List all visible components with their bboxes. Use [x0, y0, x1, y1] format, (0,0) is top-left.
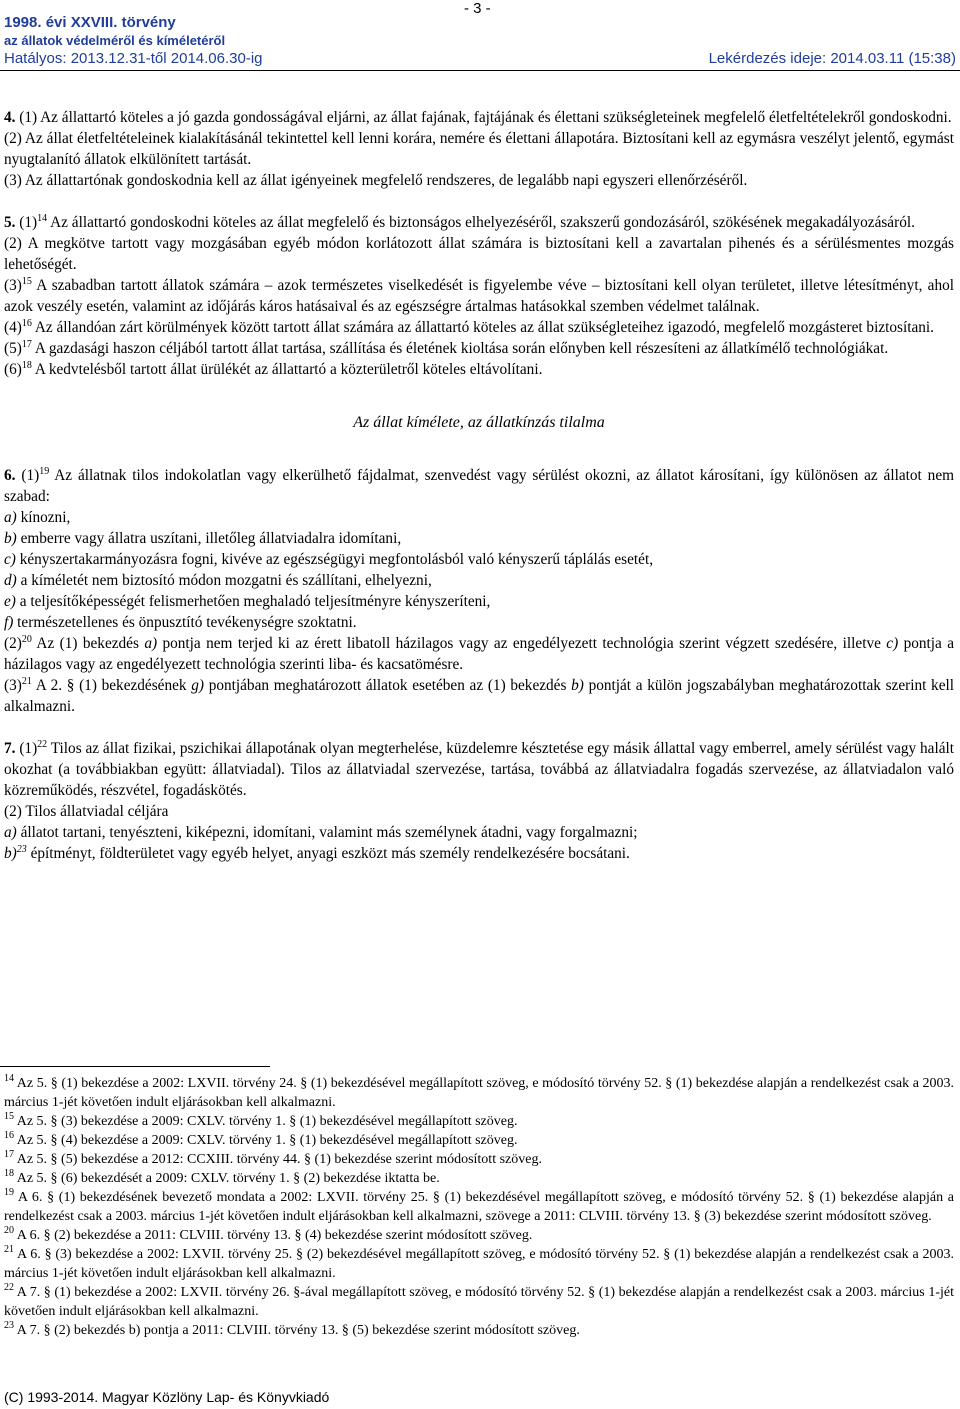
- footnote: [4, 1283, 954, 1321]
- section-5-para-3: [4, 275, 954, 317]
- footnote-number: 19: [4, 1187, 14, 1198]
- footnote: [4, 1188, 954, 1226]
- section-7-para-1: [4, 738, 954, 801]
- footnote-number: 17: [4, 1149, 14, 1160]
- item-text: a teljesítőképességét felismerhetően meghaladó teljesítményre kényszeríteni,: [15, 593, 491, 610]
- item-letter: a): [4, 824, 17, 841]
- footnote: [4, 1245, 954, 1283]
- para-text: A kedvtelésből tartott állat ürülékét az állattartó a közterületről köteles eltávolítani.: [31, 361, 543, 378]
- footnote: [4, 1150, 954, 1169]
- footnote-text: Az 5. § (3) bekezdése a 2009: CXLV. törvény 1. § (1) bekezdésével megállapított szöveg.: [14, 1114, 518, 1129]
- footnote-ref[interactable]: 23: [16, 844, 27, 855]
- para-text: A gazdasági haszon céljából tartott állat tartása, szállítása és életének kioltása során előnyben kell részesíteni az állatkímélő technológiákat.: [31, 340, 889, 357]
- footnote-number: 22: [4, 1282, 14, 1293]
- footnote-number: 23: [4, 1320, 14, 1331]
- para-text: pontja a házilagos vagy az engedélyezett technológia szerinti liba- és kacsatömésre.: [4, 635, 954, 673]
- item-text: kínozni,: [16, 509, 71, 526]
- point-ref: g): [191, 677, 204, 694]
- section-number: 7.: [4, 740, 20, 757]
- footnote: [4, 1226, 954, 1245]
- footnotes: [4, 1074, 954, 1340]
- item-letter: f): [4, 614, 14, 631]
- section-number: 4.: [4, 109, 20, 126]
- footnote: [4, 1112, 954, 1131]
- footnote-text: A 6. § (3) bekezdése a 2002: LXVII. törvény 25. § (2) bekezdésével megállapított szöveg, e módosító törvény 52. § (1) bekezdése alapján a rendelkezést csak a 2003. március 1-jét követően indult eljárásokban kell alkalmazni.: [4, 1247, 954, 1281]
- footnote-text: A 7. § (1) bekezdése a 2002: LXVII. törvény 26. §-ával megállapított szöveg, e módosító törvény 52. § (1) bekezdése alapján a rendelkezést csak a 2003. március 1-jét követően indult eljárásokban kell alkalmazni.: [4, 1285, 954, 1319]
- chapter-heading: Az állat kímélete, az állatkínzás tilalma: [353, 414, 605, 431]
- footnote-text: A 6. § (2) bekezdése a 2011: CLVIII. törvény 13. § (4) bekezdése szerint módosított szöveg.: [14, 1228, 533, 1243]
- item-letter: b): [4, 845, 17, 862]
- para-text: A 2. § (1) bekezdésének: [31, 677, 192, 694]
- footnote-ref[interactable]: 17: [21, 339, 32, 350]
- para-num: (2): [4, 635, 22, 652]
- list-item: [4, 528, 954, 549]
- footnote-ref[interactable]: 19: [39, 466, 50, 477]
- para-text: Az állandóan zárt körülmények között tartott állat számára az állattartó köteles az állat szükségleteihez igazodó, megfelelő mozgásteret biztosítani.: [31, 319, 934, 336]
- para-text: Az (1) bekezdés: [31, 635, 145, 652]
- point-ref: b): [571, 677, 584, 694]
- para-text: A szabadban tartott állatok számára – azok természetes viselkedését is figyelembe véve – biztosítani kell olyan területet, illetve létesítményt, ahol azok veszély esetén, valamint az időjárás káros hatásaival és az egészségre ártalmas hatásokkal szemben védelmet találnak.: [4, 277, 954, 315]
- item-text: építményt, földterületet vagy egyéb helyet, anyagi eszközt más személy rendelkezésére bocsátani.: [26, 845, 630, 862]
- footnote-text: Az 5. § (4) bekezdése a 2009: CXLV. törvény 1. § (1) bekezdésével megállapított szöveg.: [14, 1133, 518, 1148]
- footnote-text: A 7. § (2) bekezdés b) pontja a 2011: CLVIII. törvény 13. § (5) bekezdése szerint módosított szöveg.: [14, 1323, 580, 1338]
- point-ref: c): [886, 635, 899, 652]
- footnote-ref[interactable]: 20: [21, 634, 32, 645]
- footnote-ref[interactable]: 15: [21, 276, 32, 287]
- para-text: pontjában meghatározott állatok esetében az (1) bekezdés: [204, 677, 572, 694]
- para-num: (4): [4, 319, 22, 336]
- footnote-text: Az 5. § (5) bekezdése a 2012: CCXIII. törvény 44. § (1) bekezdése szerint módosított szöveg.: [14, 1152, 542, 1167]
- footnote: [4, 1169, 954, 1188]
- query-time: Lekérdezés ideje: 2014.03.11 (15:38): [708, 50, 956, 67]
- footnote-ref[interactable]: 22: [37, 739, 48, 750]
- footnote-ref[interactable]: 14: [37, 213, 48, 224]
- footnote-number: 15: [4, 1111, 14, 1122]
- para-text: Az állattartó gondoskodni köteles az állat megfelelő és biztonságos elhelyezéséről, szakszerű gondozásáról, szökésének megakadályozásáról.: [47, 214, 915, 231]
- footnote-number: 16: [4, 1130, 14, 1141]
- list-item: [4, 843, 954, 864]
- section-5-para-5: [4, 338, 954, 359]
- footnote-number: 18: [4, 1168, 14, 1179]
- page-header: [0, 0, 960, 74]
- para-text: pontját a külön jogszabályban meghatározottak szerint kell alkalmazni.: [4, 677, 954, 715]
- list-item: [4, 549, 954, 570]
- footnote-number: 20: [4, 1225, 14, 1236]
- para-text: (1) Az állattartó köteles a jó gazda gondosságával eljárni, az állat fajának, fajtájának és élettani szükségleteinek megfelelő életfeltételekről gondoskodni.: [19, 109, 952, 126]
- point-ref: a): [144, 635, 158, 652]
- section-7-para-2: (2) Tilos állatviadal céljára: [4, 803, 169, 820]
- item-text: természetellenes és önpusztító tevékenységre szoktatni.: [13, 614, 357, 631]
- footnote-text: Az 5. § (1) bekezdése a 2002: LXVII. törvény 24. § (1) bekezdésével megállapított szöveg, e módosító törvény 52. § (1) bekezdése alapján a rendelkezést csak a 2003. március 1-jét követően indult eljárásokban kell alkalmazni.: [4, 1076, 954, 1110]
- act-subtitle: az állatok védelméről és kíméletéről: [4, 33, 226, 48]
- footnote-number: 21: [4, 1244, 14, 1255]
- section-5-para-4: [4, 317, 954, 338]
- para-num: (3): [4, 277, 22, 294]
- list-item: [4, 591, 954, 612]
- footnote-number: 14: [4, 1073, 14, 1084]
- footnote-text: A 6. § (1) bekezdésének bevezető mondata a 2002: LXVII. törvény 25. § (1) bekezdésével megállapított szöveg, e módosító törvény 52. § (1) bekezdése alapján a rendelkezést csak a 2003. március 1-jét követően indult eljárásokban kell alkalmazni, szövege a 2011: CLVIII. törvény 13. § (3) bekezdése szerint módosított szöveg.: [4, 1190, 954, 1224]
- section-5-para-6: [4, 359, 954, 380]
- section-number: 6.: [4, 467, 22, 484]
- list-item: [4, 612, 954, 633]
- document-body: [4, 107, 954, 864]
- item-text: kényszertakarmányozásra fogni, kivéve az egészségügyi megfontolásból való kényszerű táplálás esetét,: [15, 551, 654, 568]
- list-item: [4, 570, 954, 591]
- para-num: (1): [21, 467, 40, 484]
- para-text: Az állatnak tilos indokolatlan vagy elkerülhető fájdalmat, szenvedést vagy sérülést okozni, az állatot károsítani, így különösen az állatot nem szabad:: [4, 467, 955, 505]
- item-letter: c): [4, 551, 16, 568]
- item-letter: d): [4, 572, 17, 589]
- section-4-para-1: [4, 107, 954, 128]
- footnote-divider: [0, 1066, 270, 1067]
- footnote-ref[interactable]: 18: [21, 360, 32, 371]
- section-5-para-2: (2) A megkötve tartott vagy mozgásában egyéb módon korlátozott állat számára is biztosítani kell a zavartalan pihenés és a sérülésmentes mozgás lehetőségét.: [4, 235, 954, 273]
- footnote-ref[interactable]: 16: [21, 318, 32, 329]
- act-title: 1998. évi XXVIII. törvény: [4, 14, 176, 31]
- list-item: [4, 507, 954, 528]
- item-letter: e): [4, 593, 16, 610]
- para-num: (6): [4, 361, 22, 378]
- footnote-text: Az 5. § (6) bekezdését a 2009: CXLV. törvény 1. § (2) bekezdése iktatta be.: [14, 1171, 440, 1186]
- para-text: pontja nem terjed ki az érett libatoll házilagos vagy az engedélyezett technológia szerint végzett szedésére, illetve: [157, 635, 887, 652]
- header-divider: [0, 70, 960, 71]
- para-num: (5): [4, 340, 22, 357]
- section-6-para-2: [4, 633, 954, 675]
- section-4-para-2: (2) Az állat életfeltételeinek kialakításánál tekintettel kell lenni korára, nemére és élettani állapotára. Biztosítani kell az egymásra veszélyt jelentő, egymást nyugtalanító állatok elkülönített tartását.: [4, 130, 954, 168]
- section-number: 5.: [4, 214, 20, 231]
- item-letter: a): [4, 509, 17, 526]
- footnote: [4, 1074, 954, 1112]
- para-num: (1): [19, 214, 38, 231]
- footnote: [4, 1321, 954, 1340]
- page-footer: (C) 1993-2014. Magyar Közlöny Lap- és Könyvkiadó: [4, 1389, 330, 1405]
- section-6-para-3: [4, 675, 954, 717]
- para-num: (3): [4, 677, 22, 694]
- para-text: Tilos az állat fizikai, pszichikai állapotának olyan megterhelése, küzdelemre késztetése egy másik állattal vagy emberrel, amely sérülést vagy halált okozhat (a továbbiakban együtt: állatviadal). Tilos az állatviadal szervezése, tartása, továbbá az állatviadalra fogadás szervezése, az állatviadalon való közreműködés, részvétel, fogadáskötés.: [4, 740, 955, 799]
- item-letter: b): [4, 530, 17, 547]
- item-text: állatot tartani, tenyészteni, kiképezni, idomítani, valamint más személynek átadni, vagy forgalmazni;: [16, 824, 638, 841]
- list-item: [4, 822, 954, 843]
- section-5-para-1: [4, 212, 954, 233]
- page-number: - 3 -: [464, 0, 491, 17]
- item-text: emberre vagy állatra uszítani, illetőleg állatviadalra idomítani,: [16, 530, 402, 547]
- footnote: [4, 1131, 954, 1150]
- item-text: a kíméletét nem biztosító módon mozgatni és szállítani, elhelyezni,: [16, 572, 432, 589]
- footnote-ref[interactable]: 21: [21, 676, 32, 687]
- section-6-para-1: [4, 465, 954, 507]
- para-num: (1): [19, 740, 38, 757]
- section-4-para-3: (3) Az állattartónak gondoskodnia kell az állat igényeinek megfelelő rendszeres, de legalább napi egyszeri ellenőrzéséről.: [4, 172, 748, 189]
- validity-period: Hatályos: 2013.12.31-től 2014.06.30-ig: [4, 50, 263, 67]
